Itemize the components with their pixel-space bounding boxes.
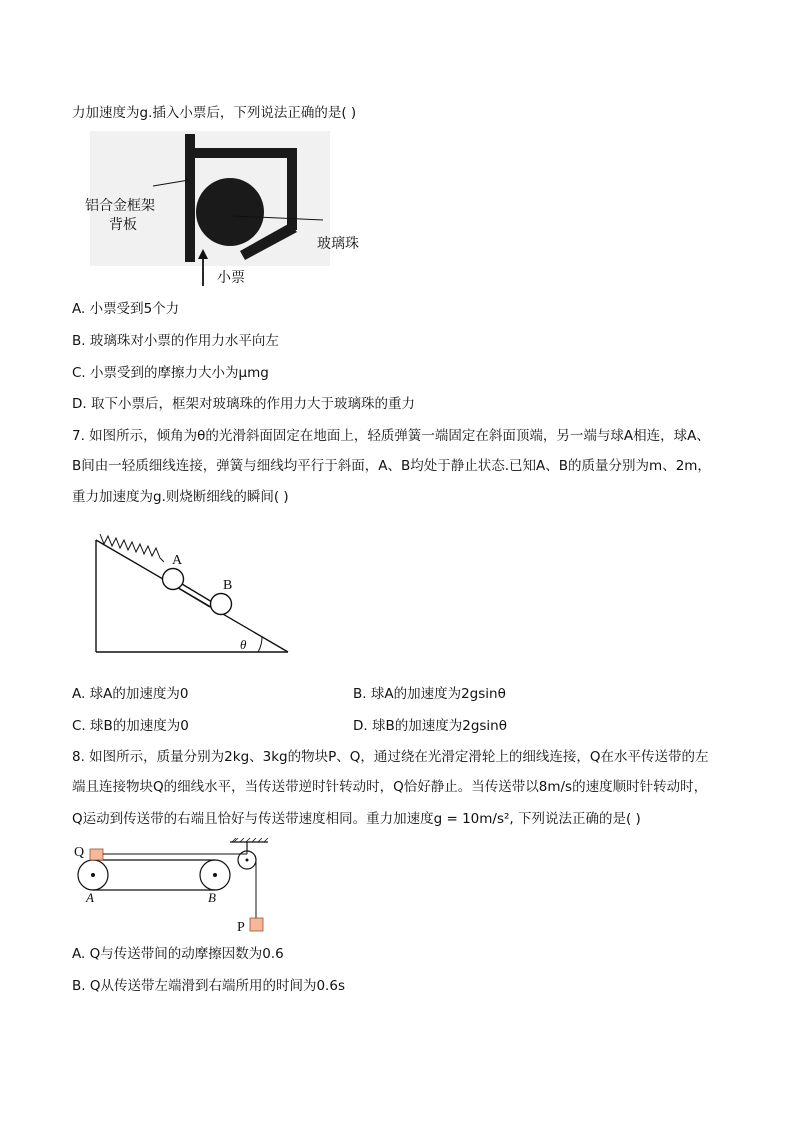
frame-right-bar (287, 148, 297, 230)
q7-figure-incline (90, 520, 300, 660)
glass-ball (196, 178, 264, 246)
q8-figure-conveyor (70, 838, 280, 938)
q7-option-c: C. 球B的加速度为0 (72, 718, 189, 734)
ball-b (211, 594, 232, 615)
ball-a-label: A (172, 553, 183, 568)
roller-b-axle (213, 873, 217, 877)
ball-label: 玻璃珠 (317, 236, 359, 252)
block-q (90, 849, 103, 860)
frame-label: 铝合金框架 (85, 198, 155, 214)
block-q-label: Q (74, 845, 85, 860)
q8-stem-line-1: 8. 如图所示，质量分别为2kg、3kg的物块P、Q，通过绕在光滑定滑轮上的细线连接，Q在水平传送带的左 (72, 749, 709, 765)
ticket-label: 小票 (217, 270, 245, 286)
q7-stem-line-3: 重力加速度为g.则烧断细线的瞬间( ) (72, 489, 289, 505)
q8-stem-line-2: 端且连接物块Q的细线水平，当传送带逆时针转动时，Q恰好静止。当传送带以8m/s的速度顺时针转动时， (72, 779, 708, 795)
q6-figure-frame-ticket (85, 128, 375, 288)
pulley-axle (246, 859, 249, 862)
ball-b-label: B (223, 578, 233, 593)
frame-top-bar (185, 148, 295, 158)
roller-a-label: A (86, 890, 94, 905)
q7-option-b: B. 球A的加速度为2gsinθ (353, 686, 506, 702)
block-p (250, 918, 263, 931)
ball-a (163, 569, 184, 590)
theta-label: θ (240, 637, 247, 652)
q6-option-d: D. 取下小票后，框架对玻璃珠的作用力大于玻璃珠的重力 (72, 396, 415, 412)
q6-option-a: A. 小票受到5个力 (72, 301, 180, 317)
q7-option-a: A. 球A的加速度为0 (72, 686, 189, 702)
q6-stem-tail: 力加速度为g.插入小票后，下列说法正确的是( ) (72, 105, 357, 121)
theta-arc (258, 637, 262, 652)
roller-b-label: B (208, 890, 216, 905)
roller-a-axle (91, 873, 95, 877)
q8-option-a: A. Q与传送带间的动摩擦因数为0.6 (72, 946, 284, 962)
q6-option-c: C. 小票受到的摩擦力大小为μmg (72, 365, 269, 381)
q8-stem-line-3: Q运动到传送带的右端且恰好与传送带速度相同。重力加速度g = 10m/s², 下列说法正确的是( ) (72, 811, 641, 827)
q7-stem-line-2: B间由一轻质细线连接，弹簧与细线均平行于斜面，A、B均处于静止状态.已知A、B的质量分别为m、2m， (72, 458, 711, 474)
backplate-label: 背板 (109, 217, 137, 233)
q8-option-b: B. Q从传送带左端滑到右端所用的时间为0.6s (72, 978, 345, 994)
q6-option-b: B. 玻璃珠对小票的作用力水平向左 (72, 333, 279, 349)
q7-stem-line-1: 7. 如图所示，倾角为θ的光滑斜面固定在地面上，轻质弹簧一端固定在斜面顶端，另一端与球A相连，球A、 (72, 428, 710, 444)
block-p-label: P (237, 920, 245, 935)
q7-option-d: D. 球B的加速度为2gsinθ (353, 718, 507, 734)
